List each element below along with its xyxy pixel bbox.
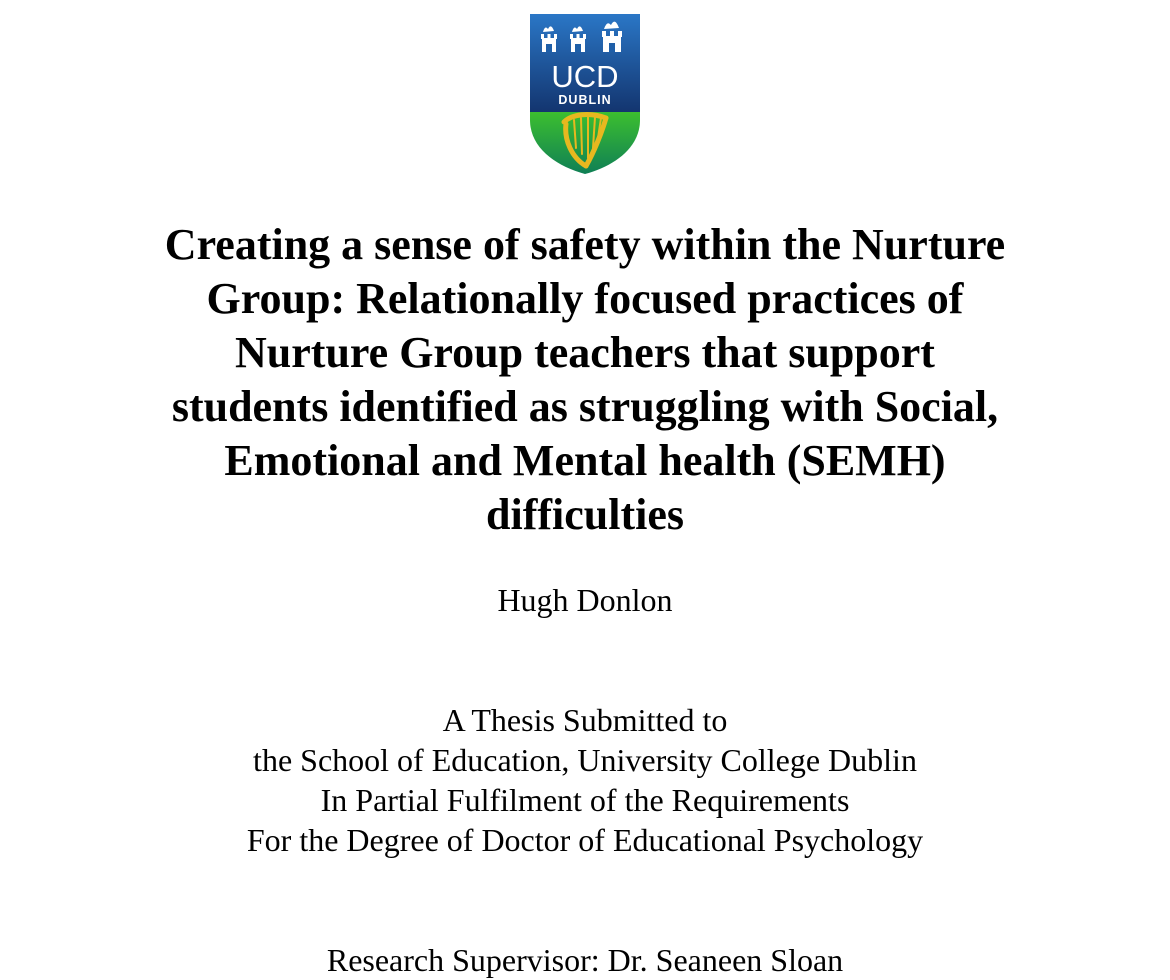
author-name: Hugh Donlon: [497, 582, 673, 618]
thesis-title-line: Group: Relationally focused practices of: [206, 274, 964, 323]
thesis-title-line: Emotional and Mental health (SEMH): [224, 436, 946, 485]
research-supervisor: Research Supervisor: Dr. Seaneen Sloan: [326, 942, 844, 978]
submission-statement: [0, 700, 1170, 860]
thesis-title-line: Nurture Group teachers that support: [235, 328, 935, 377]
thesis-title-line: difficulties: [486, 490, 684, 539]
thesis-title: [100, 218, 1070, 542]
thesis-title-line: students identified as struggling with Social,: [171, 382, 999, 431]
submission-line: For the Degree of Doctor of Educational Psychology: [246, 822, 924, 858]
logo-dublin-text: DUBLIN: [558, 93, 612, 107]
ucd-dublin-logo: [528, 12, 642, 176]
submission-line: the School of Education, University College Dublin: [253, 742, 917, 778]
logo-ucd-text: UCD: [551, 59, 619, 94]
thesis-title-line: Creating a sense of safety within the Nurture: [164, 220, 1006, 269]
submission-line: In Partial Fulfilment of the Requirements: [320, 782, 850, 818]
submission-line: A Thesis Submitted to: [442, 702, 728, 738]
